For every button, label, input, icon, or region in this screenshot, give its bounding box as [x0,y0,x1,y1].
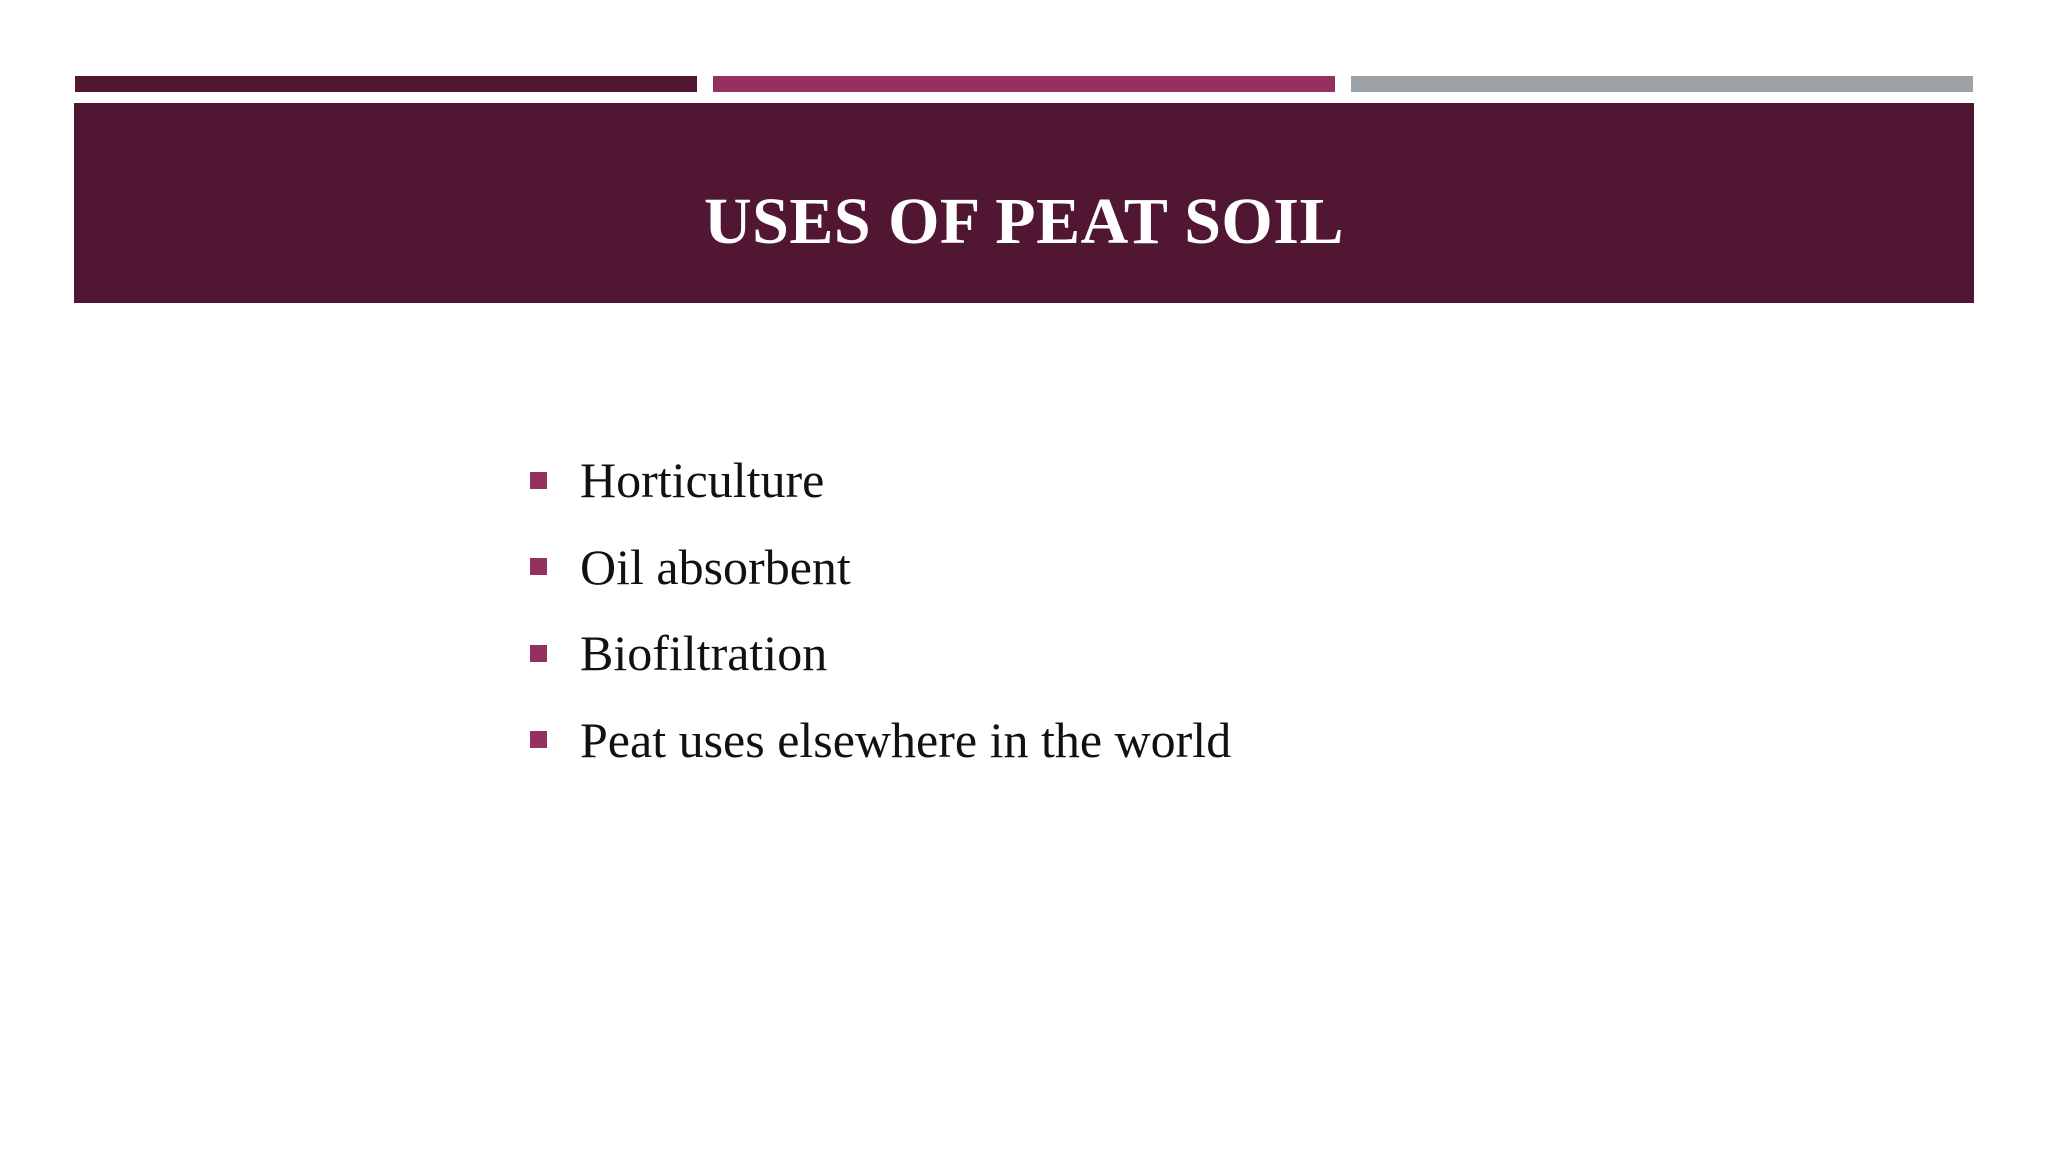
bullet-item [530,524,1231,611]
bullet-text: Biofiltration [580,625,828,682]
square-bullet-icon [530,645,547,662]
accent-bar-magenta [713,76,1335,92]
slide-title: USES OF PEAT SOIL [704,185,1344,258]
bullet-item [530,437,1231,524]
bullet-item [530,610,1231,697]
accent-bar-dark [75,76,697,92]
square-bullet-icon [530,731,547,748]
accent-bar-gray [1351,76,1973,92]
bullet-text: Oil absorbent [580,538,851,595]
bullet-text: Horticulture [580,452,825,509]
title-band [74,103,1974,303]
bullet-list [530,437,1231,783]
bullet-item [530,697,1231,784]
bullet-text: Peat uses elsewhere in the world [580,711,1232,768]
square-bullet-icon [530,558,547,575]
square-bullet-icon [530,472,547,489]
